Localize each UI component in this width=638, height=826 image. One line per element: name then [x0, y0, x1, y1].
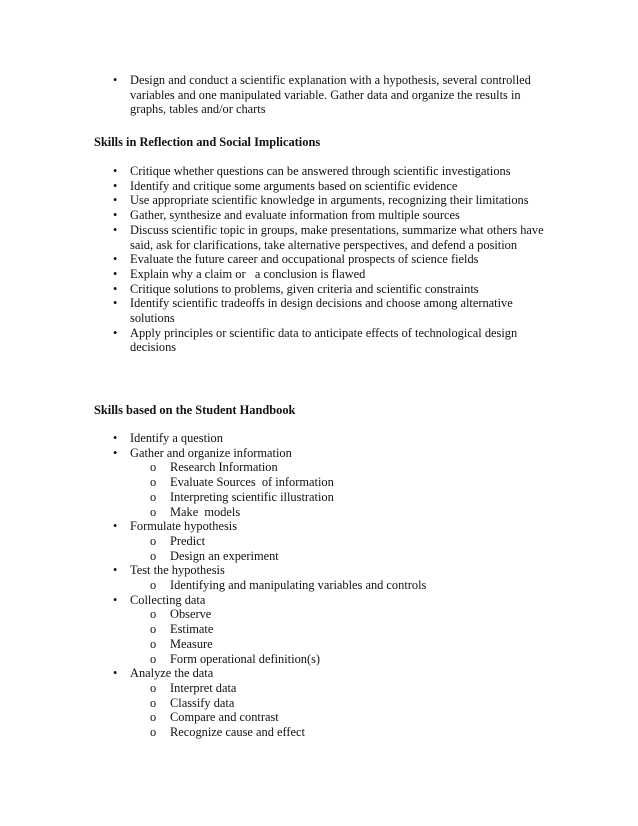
sub-list-item [0, 652, 638, 667]
circle-bullet-icon: o [150, 489, 157, 504]
bullet-icon: • [113, 431, 118, 445]
reflection-list-block [0, 164, 638, 355]
section-heading-reflection: Skills in Reflection and Social Implications [94, 135, 321, 149]
bullet-icon: • [113, 193, 118, 208]
list-item-text: Evaluate the future career and occupational prospects of science fields [130, 252, 479, 267]
sub-list-item-text: Compare and contrast [170, 710, 279, 725]
bullet-icon: • [113, 325, 118, 340]
list-item-text: Design and conduct a scientific explanation with a hypothesis, several controlled variables and one manipulated variable. Gather data and organize the results in graphs, tables and/or charts [130, 73, 531, 117]
sub-list-item-text: Predict [170, 533, 206, 548]
intro-list [0, 73, 638, 117]
list-item-text: Critique solutions to problems, given criteria and scientific constraints [130, 281, 479, 296]
circle-bullet-icon: o [150, 636, 157, 651]
section-heading-handbook: Skills based on the Student Handbook [94, 403, 296, 417]
bullet-icon: • [113, 178, 118, 193]
sub-list-item [0, 607, 638, 622]
sub-list-item [0, 578, 638, 593]
sub-list-item [0, 490, 638, 505]
sub-list-item-text: Interpret data [170, 680, 237, 695]
sub-list-item [0, 681, 638, 696]
circle-bullet-icon: o [150, 504, 157, 519]
list-item-text: Critique whether questions can be answered through scientific investigations [130, 164, 511, 178]
list-item [0, 252, 550, 267]
circle-bullet-icon: o [150, 578, 157, 593]
list-item [0, 179, 550, 194]
sub-list-item [0, 549, 638, 564]
list-item [0, 193, 550, 208]
sub-list-item [0, 460, 638, 475]
list-item-text: Gather and organize information [130, 445, 292, 460]
circle-bullet-icon: o [150, 460, 157, 475]
sub-list-item [0, 505, 638, 520]
bullet-icon: • [113, 563, 118, 578]
intro-list-block [0, 73, 638, 117]
list-item [0, 446, 550, 461]
list-item [0, 563, 550, 578]
sub-list-item [0, 637, 638, 652]
circle-bullet-icon: o [150, 680, 157, 695]
circle-bullet-icon: o [150, 475, 157, 490]
sub-list-item [0, 710, 638, 725]
circle-bullet-icon: o [150, 533, 157, 548]
list-item [0, 282, 550, 297]
bullet-icon: • [113, 592, 118, 607]
list-item-text: Gather, synthesize and evaluate information from multiple sources [130, 208, 460, 223]
sub-list-item-text: Design an experiment [170, 548, 279, 563]
handbook-list-block [0, 431, 638, 740]
circle-bullet-icon: o [150, 725, 157, 740]
list-item-text: Analyze the data [130, 666, 214, 681]
list-item-text: Explain why a claim or a conclusion is flawed [130, 266, 366, 281]
list-item [0, 326, 550, 355]
sub-list-item-text: Classify data [170, 695, 235, 710]
list-item-text: Use appropriate scientific knowledge in arguments, recognizing their limitations [130, 193, 529, 208]
sub-list-item-text: Measure [170, 636, 213, 651]
sub-list-item-text: Recognize cause and effect [170, 725, 305, 740]
circle-bullet-icon: o [150, 548, 157, 563]
list-item-text: Discuss scientific topic in groups, make presentations, summarize what others have said, ask for clarifications, take alternative perspectives, and defend a position [130, 222, 544, 252]
list-item [0, 267, 550, 282]
list-item [0, 296, 550, 325]
list-item [0, 208, 550, 223]
sub-list-item-text: Observe [170, 607, 212, 622]
sub-list-item-text: Interpreting scientific illustration [170, 489, 334, 504]
bullet-icon: • [113, 73, 118, 87]
list-item [0, 593, 550, 608]
list-item [0, 73, 550, 117]
sub-list-item [0, 622, 638, 637]
bullet-icon: • [113, 281, 118, 296]
bullet-icon: • [113, 164, 118, 178]
list-item [0, 519, 550, 534]
sub-list-item-text: Identifying and manipulating variables and controls [170, 578, 427, 593]
list-item-text: Test the hypothesis [130, 563, 225, 578]
circle-bullet-icon: o [150, 651, 157, 666]
list-item-text: Collecting data [130, 592, 206, 607]
list-item-text: Formulate hypothesis [130, 519, 238, 534]
bullet-icon: • [113, 222, 118, 237]
list-item [0, 164, 550, 179]
sub-list-item-text: Make models [170, 504, 241, 519]
reflection-list [0, 164, 638, 355]
sub-list-item [0, 696, 638, 711]
sub-list-item-text: Form operational definition(s) [170, 651, 321, 666]
list-item-text: Identify and critique some arguments based on scientific evidence [130, 178, 458, 193]
sub-list-item [0, 534, 638, 549]
circle-bullet-icon: o [150, 695, 157, 710]
circle-bullet-icon: o [150, 607, 157, 622]
bullet-icon: • [113, 519, 118, 534]
handbook-list [0, 431, 638, 740]
circle-bullet-icon: o [150, 622, 157, 637]
sub-list-item-text: Evaluate Sources of information [170, 475, 334, 490]
sub-list-item [0, 475, 638, 490]
bullet-icon: • [113, 266, 118, 281]
bullet-icon: • [113, 296, 118, 311]
sub-list-item [0, 725, 638, 740]
list-item [0, 223, 550, 252]
sub-list-item-text: Research Information [170, 460, 278, 475]
list-item-text: Apply principles or scientific data to anticipate effects of technological design decisions [130, 325, 518, 355]
list-item [0, 431, 550, 446]
list-item [0, 666, 550, 681]
circle-bullet-icon: o [150, 710, 157, 725]
list-item-text: Identify a question [130, 431, 223, 445]
list-item-text: Identify scientific tradeoffs in design decisions and choose among alternative solutions [130, 296, 513, 326]
bullet-icon: • [113, 252, 118, 267]
sub-list-item-text: Estimate [170, 622, 214, 637]
bullet-icon: • [113, 666, 118, 681]
bullet-icon: • [113, 445, 118, 460]
bullet-icon: • [113, 208, 118, 223]
